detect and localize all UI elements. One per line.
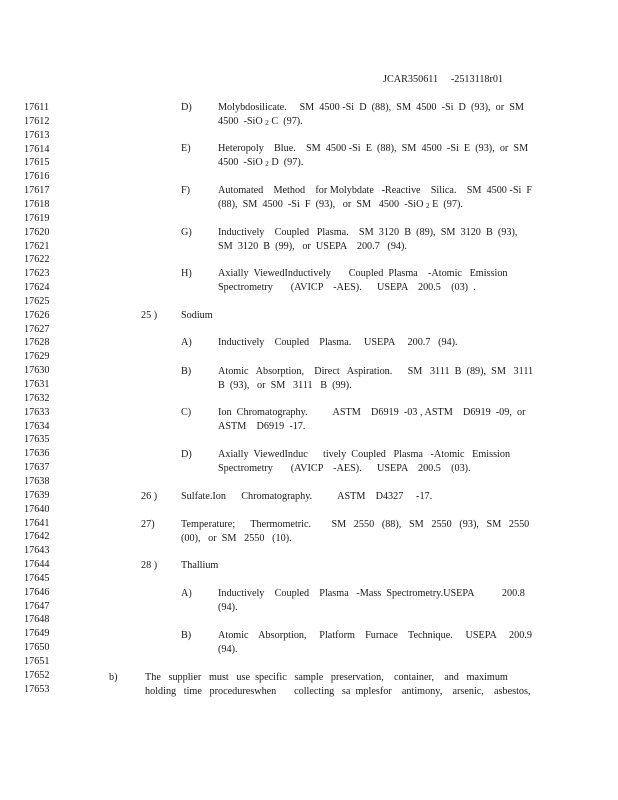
method-line: (88), SM 4500 -Si F (93), or SM 4500 -SiO $_2$ E (97). bbox=[218, 199, 463, 210]
method-line: Axially ViewedInduc tively Coupled Plasma -Atomic Emission bbox=[218, 449, 511, 460]
line-number: 17645 bbox=[24, 572, 50, 584]
line-number: 17638 bbox=[24, 475, 50, 487]
method-line: Heteropoly Blue. SM 4500 -Si E (88), SM 4500 -Si E (93), or SM bbox=[218, 143, 529, 154]
method-line: 4500 -SiO $_2$ D (97). bbox=[218, 157, 304, 168]
method-line: B (93), or SM 3111 B (99). bbox=[218, 380, 352, 391]
line-number: 17653 bbox=[24, 683, 50, 695]
item-letter: A) bbox=[181, 588, 192, 599]
line-number: 17646 bbox=[24, 586, 50, 598]
method-line: 4500 -SiO $_2$ C (97). bbox=[218, 116, 303, 127]
line-number: 17627 bbox=[24, 323, 50, 335]
line-number: 17648 bbox=[24, 614, 50, 626]
line-number: 17613 bbox=[24, 129, 50, 141]
line-number: 17616 bbox=[24, 171, 50, 183]
method-line: (94). bbox=[218, 602, 238, 613]
paragraph-line: holding time procedureswhen collecting sa mplesfor antimony, arsenic, asbestos, bbox=[145, 686, 531, 697]
item-letter: A) bbox=[181, 337, 192, 348]
section-number: 28 ) bbox=[141, 560, 158, 571]
line-number: 17642 bbox=[24, 531, 50, 543]
paragraph-line: The supplier must use specific sample preservation, container, and maximum bbox=[145, 672, 508, 683]
line-number: 17649 bbox=[24, 628, 50, 640]
line-number: 17634 bbox=[24, 420, 50, 432]
line-number: 17652 bbox=[24, 669, 50, 681]
section-number: 26 ) bbox=[141, 491, 158, 502]
line-number: 17614 bbox=[24, 143, 50, 155]
line-number: 17625 bbox=[24, 295, 50, 307]
line-number: 17622 bbox=[24, 254, 50, 266]
line-number: 17623 bbox=[24, 268, 50, 280]
method-line: (94). bbox=[218, 644, 238, 655]
section-title: Thallium bbox=[181, 560, 219, 571]
item-letter: B) bbox=[181, 630, 192, 641]
method-line: Inductively Coupled Plasma. SM 3120 B (89), SM 3120 B (93), bbox=[218, 227, 518, 238]
method-line: SM 3120 B (99), or USEPA 200.7 (94). bbox=[218, 241, 407, 252]
line-number: 17617 bbox=[24, 185, 50, 197]
line-number: 17628 bbox=[24, 337, 50, 349]
item-letter: E) bbox=[181, 143, 191, 154]
method-line: Inductively Coupled Plasma -Mass Spectrometry.USEPA 200.8 bbox=[218, 588, 525, 599]
line-number: 17650 bbox=[24, 642, 50, 654]
line-number: 17641 bbox=[24, 517, 50, 529]
line-number: 17631 bbox=[24, 379, 50, 390]
line-number: 17639 bbox=[24, 489, 50, 501]
item-letter: G) bbox=[181, 227, 192, 238]
line-number: 17635 bbox=[24, 434, 50, 446]
method-line: Temperature; Thermometric. SM 2550 (88), SM 2550 (93), SM 2550 bbox=[181, 519, 530, 530]
method-line: Automated Method for Molybdate -Reactive Silica. SM 4500 -Si F bbox=[218, 185, 533, 196]
document-id-header: JCAR350611 -2513118r01 bbox=[383, 74, 504, 85]
item-letter: C) bbox=[181, 407, 192, 418]
line-number: 17647 bbox=[24, 600, 50, 612]
line-number: 17619 bbox=[24, 212, 50, 224]
method-line: Spectrometry (AVICP -AES). USEPA 200.5 (03) . bbox=[218, 282, 476, 293]
method-line: (00), or SM 2550 (10). bbox=[181, 533, 292, 544]
paragraph-letter: b) bbox=[109, 672, 118, 683]
method-line: Molybdosilicate. SM 4500 -Si D (88), SM 4500 -Si D (93), or SM bbox=[218, 102, 524, 113]
line-number: 17630 bbox=[24, 365, 50, 377]
item-letter: H) bbox=[181, 268, 192, 279]
item-letter: D) bbox=[181, 102, 192, 113]
line-number: 17618 bbox=[24, 198, 50, 210]
line-number: 17621 bbox=[24, 240, 50, 252]
line-number: 17644 bbox=[24, 559, 50, 570]
line-number: 17626 bbox=[24, 309, 50, 321]
item-letter: F) bbox=[181, 185, 191, 196]
line-number: 17633 bbox=[24, 406, 50, 418]
line-number: 17624 bbox=[24, 282, 50, 293]
method-line: Atomic Absorption, Platform Furnace Technique. USEPA 200.9 bbox=[218, 630, 532, 641]
line-number: 17611 bbox=[24, 102, 50, 113]
line-number: 17651 bbox=[24, 656, 50, 667]
method-line: Spectrometry (AVICP -AES). USEPA 200.5 (03). bbox=[218, 463, 471, 474]
section-title: Sulfate.Ion Chromatography. ASTM D4327 -17. bbox=[181, 491, 433, 502]
line-number: 17612 bbox=[24, 115, 50, 127]
line-number: 17620 bbox=[24, 226, 50, 238]
line-number: 17643 bbox=[24, 545, 50, 557]
line-number: 17636 bbox=[24, 448, 50, 460]
method-line: ASTM D6919 -17. bbox=[218, 421, 306, 432]
section-number: 27) bbox=[141, 519, 155, 530]
method-line: Ion Chromatography. ASTM D6919 -03 , ASTM D6919 -09, or bbox=[218, 407, 526, 418]
item-letter: B) bbox=[181, 366, 192, 377]
method-line: Inductively Coupled Plasma. USEPA 200.7 (94). bbox=[218, 337, 458, 348]
line-number: 17629 bbox=[24, 351, 50, 363]
section-number: 25 ) bbox=[141, 310, 158, 321]
line-number: 17632 bbox=[24, 392, 50, 404]
line-number: 17640 bbox=[24, 503, 50, 515]
line-number: 17637 bbox=[24, 462, 50, 474]
method-line: Atomic Absorption, Direct Aspiration. SM 3111 B (89), SM 3111 bbox=[218, 366, 534, 377]
item-letter: D) bbox=[181, 449, 192, 460]
section-title: Sodium bbox=[181, 310, 213, 321]
line-number: 17615 bbox=[24, 157, 50, 169]
method-line: Axially ViewedInductively Coupled Plasma -Atomic Emission bbox=[218, 268, 508, 279]
